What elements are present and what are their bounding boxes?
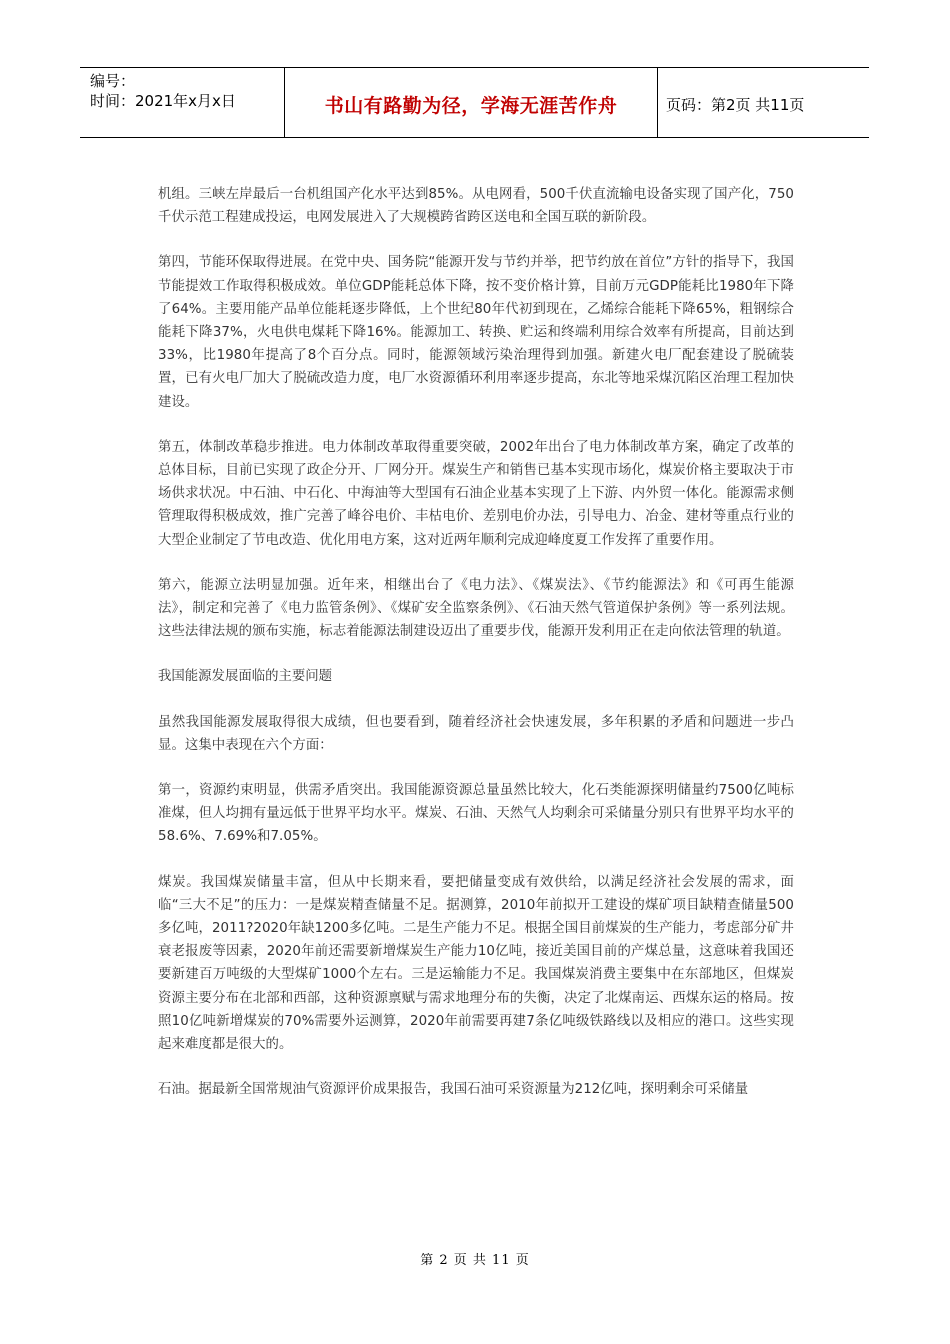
paragraph: 机组。三峡左岸最后一台机组国产化水平达到85%。从电网看，500千伏直流输电设备实现了国产化，750千伏示范工程建成投运，电网发展进入了大规模跨省跨区送电和全国互联的新阶段。 [158,187,794,226]
paragraph: 第一，资源约束明显，供需矛盾突出。我国能源资源总量虽然比较大，化石类能源探明储量约7500亿吨标准煤，但人均拥有量远低于世界平均水平。煤炭、石油、天然气人均剩余可采储量分别只有世界平均水平的58.6%、7.69%和7.05%。 [158,783,794,845]
header-motto: 书山有路勤为径，学海无涯苦作舟 [285,68,658,137]
paragraph: 虽然我国能源发展取得很大成绩，但也要看到，随着经济社会快速发展，多年积累的矛盾和问题进一步凸显。这集中表现在六个方面： [158,714,794,753]
page-header [80,67,869,138]
paragraph: 煤炭。我国煤炭储量丰富，但从中长期来看，要把储量变成有效供给，以满足经济社会发展的需求，面临“三大不足”的压力：一是煤炭精查储量不足。据测算，2010年前拟开工建设的煤矿项目缺精查储量500多亿吨，2011?2020年缺1200多亿吨。二是生产能力不足。根据全国目前煤炭的生产能力，考虑部分矿井衰老报废等因素，2020年前还需要新增煤炭生产能力10亿吨，接近美国目前的产煤总量，这意味着我国还要新建百万吨级的大型煤矿1000个左右。三是运输能力不足。我国煤炭消费主要集中在东部地区，但煤炭资源主要分布在北部和西部，这种资源禀赋与需求地理分布的失衡，决定了北煤南运、西煤东运的格局。按照10亿吨新增煤炭的70%需要外运测算，2020年前需要再建7条亿吨级铁路线以及相应的港口。这些实现起来难度都是很大的。 [158,874,794,1053]
paragraph: 石油。据最新全国常规油气资源评价成果报告，我国石油可采资源量为212亿吨，探明剩余可采储量 [158,1082,749,1098]
document-time: 时间：2021年x月x日 [90,92,236,110]
paragraph: 第六，能源立法明显加强。近年来，相继出台了《电力法》、《煤炭法》、《节约能源法》和《可再生能源法》，制定和完善了《电力监管条例》、《煤矿安全监察条例》、《石油天然气管道保护条例》等一系列法规。这些法律法规的颁布实施，标志着能源法制建设迈出了重要步伐，能源开发利用正在走向依法管理的轨道。 [158,577,794,640]
header-page-info: 页码：第2页 共11页 [666,96,805,114]
page-footer: 第 2 页 共 11 页 [420,1253,530,1268]
paragraph: 第五，体制改革稳步推进。电力体制改革取得重要突破，2002年出台了电力体制改革方案，确定了改革的总体目标，目前已实现了政企分开、厂网分开。煤炭生产和销售已基本实现市场化，煤炭价格主要取决于市场供求状况。中石油、中石化、中海油等大型国有石油企业基本实现了上下游、内外贸一体化。能源需求侧管理取得积极成效，推广完善了峰谷电价、丰枯电价、差别电价办法，引导电力、冶金、建材等重点行业的大型企业制定了节电改造、优化用电方案，这对近两年顺利完成迎峰度夏工作发挥了重要作用。 [158,439,794,548]
section-heading: 我国能源发展面临的主要问题 [158,669,333,685]
document-body [158,183,794,1124]
header-meta [80,68,285,137]
document-number: 编号： [90,72,136,90]
paragraph: 第四，节能环保取得进展。在党中央、国务院“能源开发与节约并举，把节约放在首位”方针的指导下，我国节能提效工作取得积极成效。单位GDP能耗总体下降，按不变价格计算，目前万元GDP能耗比1980年下降了64%。主要用能产品单位能耗逐步降低，上个世纪80年代初到现在，乙烯综合能耗下降65%，粗钢综合能耗下降37%，火电供电煤耗下降16%。能源加工、转换、贮运和终端利用综合效率有所提高，目前达到33%，比1980年提高了8个百分点。同时，能源领域污染治理得到加强。新建火电厂配套建设了脱硫装置，已有火电厂加大了脱硫改造力度，电厂水资源循环利用率逐步提高，东北等地采煤沉陷区治理工程加快建设。 [158,255,794,410]
